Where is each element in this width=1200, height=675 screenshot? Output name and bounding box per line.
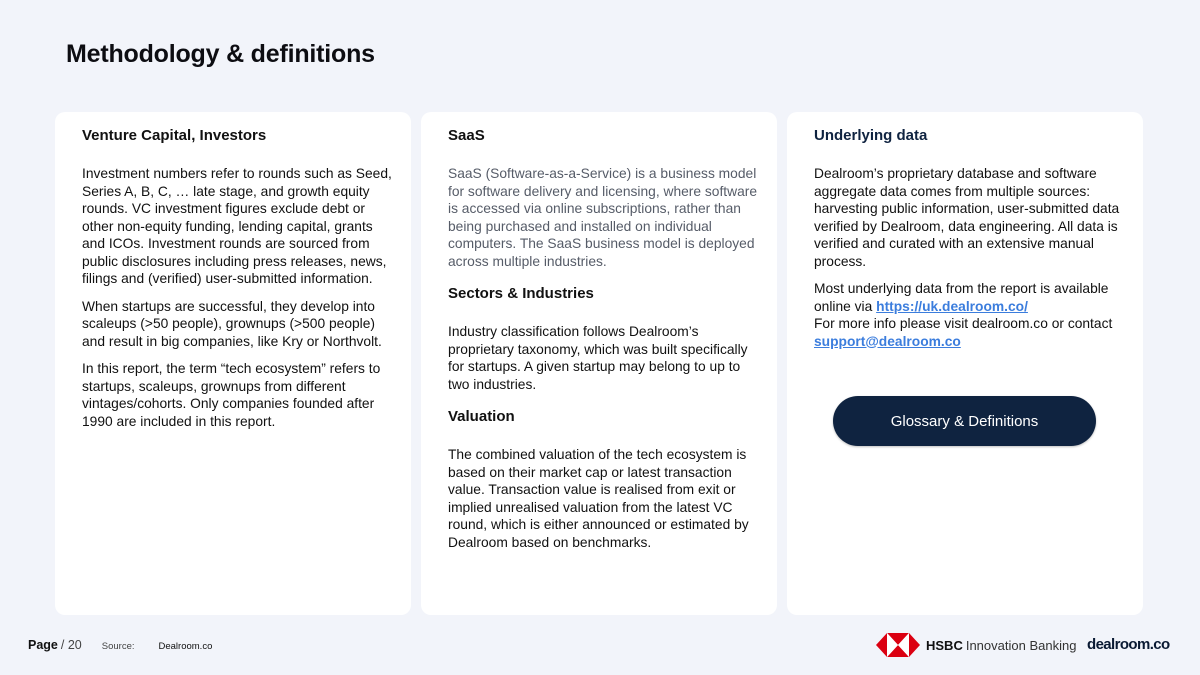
support-email-link[interactable]: support@dealroom.co <box>814 333 961 349</box>
underlying-data-heading: Underlying data <box>814 127 928 144</box>
card-definitions <box>421 112 777 615</box>
link-prefix-text: Most underlying data from the report is available online via <box>814 281 1109 314</box>
vc-paragraph-2: When startups are successful, they develop into scaleups (>50 people), grownups (>500 people) and result in big companies, like Kry or Northvolt. <box>82 298 382 349</box>
source-value: Dealroom.co <box>158 641 213 652</box>
glossary-definitions-button[interactable]: Glossary & Definitions <box>833 396 1096 446</box>
hsbc-wordmark: HSBC <box>926 637 963 653</box>
hsbc-innovation-banking: Innovation Banking <box>965 637 1077 653</box>
page-title: Methodology & definitions <box>66 40 375 68</box>
hsbc-hexagon-icon <box>876 633 920 657</box>
sectors-text: Industry classification follows Dealroom’s proprietary taxonomy, which was built specifically for startups. A given startup may belong to up to two industries. <box>448 324 748 392</box>
footer <box>28 638 212 652</box>
card-underlying-data <box>787 112 1143 615</box>
valuation-text: The combined valuation of the tech ecosystem is based on their market cap or latest transaction value. Transaction value is realised from exit or implied unrealised valuation from the latest VC round, which is either announced or estimated by Dealroom based on benchmarks. <box>448 447 749 550</box>
underlying-data-links-paragraph <box>814 280 1129 350</box>
underlying-data-paragraph: Dealroom’s proprietary database and software aggregate data comes from multiple sources: harvesting public information, user-submitted data verified by Dealroom, data engineering. All data is verified and curated with an extensive manual process. <box>814 166 1120 269</box>
card-venture-capital <box>55 112 411 615</box>
saas-text: SaaS (Software-as-a-Service) is a business model for software delivery and licensing, where software is accessed via online subscriptions, rather than being purchased and installed on individual computers. The SaaS business model is deployed across multiple industries. <box>448 166 758 269</box>
dealroom-logo: dealroom.co <box>1087 636 1170 653</box>
saas-heading: SaaS <box>448 127 485 144</box>
page-total: / 20 <box>60 638 82 652</box>
sectors-heading: Sectors & Industries <box>448 285 594 302</box>
dealroom-uk-link[interactable]: https://uk.dealroom.co/ <box>876 298 1028 314</box>
venture-capital-heading: Venture Capital, Investors <box>82 127 267 144</box>
hsbc-logo <box>876 633 1076 657</box>
source-label: Source: <box>101 641 135 652</box>
vc-paragraph-1: Investment numbers refer to rounds such as Seed, Series A, B, C, … late stage, and growth equity rounds. VC investment figures exclude debt or other non-equity funding, lending capital, grants and ICOs. Investment rounds are sourced from public disclosures including press releases, news, filings and (verified) user-submitted information. <box>82 166 392 286</box>
vc-paragraph-3: In this report, the term “tech ecosystem” refers to startups, scaleups, grownups from different vintages/cohorts. Only companies founded after 1990 are included in this report. <box>82 361 381 429</box>
page-label: Page <box>28 638 58 652</box>
valuation-heading: Valuation <box>448 408 515 425</box>
contact-text: For more info please visit dealroom.co or contact <box>814 316 1113 331</box>
